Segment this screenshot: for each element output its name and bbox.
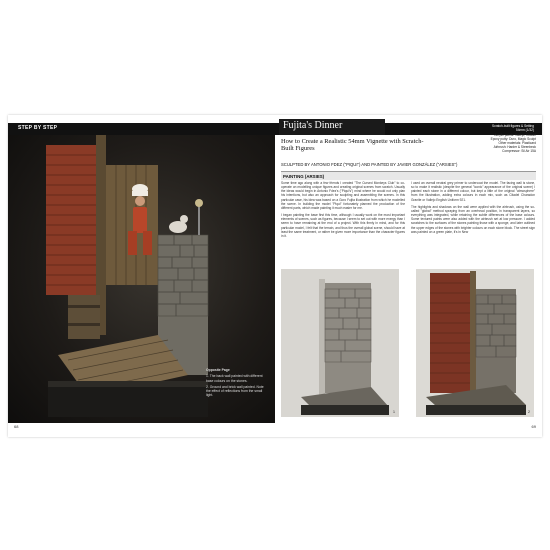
spec-line: Epoxy putty: Duro, Magic Sculpt: [490, 137, 536, 141]
step-photo-1: [281, 269, 399, 417]
text-column-1: [281, 181, 405, 241]
left-page: [8, 115, 275, 437]
paragraph: The highlights and shadows on the wall were applied with the airbrush, using the so-called "global" method spraying from an overhead position, in transparent layers, so everything was integrated, while retaining the subtle differences of the base colours. Some textured paints were also added with the airbrush set at low pressure. I added scratches to the surfaces of the stones painting those with a sponge, and later outlined the upper edges of the stones with brighter colours on each stone block. The street sign was painted on a green plate, it's in New: [411, 204, 535, 234]
section-heading-bar: [281, 171, 536, 180]
right-page: [275, 115, 542, 437]
section-heading: PAINTING (ARSIES): [283, 173, 325, 179]
spec-line: Airbrush: Harder & Steenbeck: [493, 145, 536, 149]
photo-label: 2: [528, 410, 530, 414]
caption-heading: Opposite Page: [206, 368, 230, 372]
paragraph: Some time ago along with a few friends I created "The Cursed Monkeys Club" to co-operate on modelling unique figures and creating original scenes from scratch. Usually the ideas would begin in Antonio Fdez's ("Piqui's") mind where he would not only plan his intentions, but also an approach for sculpting and assembling the scenes. In this particular case, his idea was based on a Goro Fujita illustration from which he modelled the scene. In building the model "Piqui" fortunately planned the production of the different parts, which made painting it much easier for me.: [281, 181, 405, 210]
paragraph: I used an overall neutral grey primer to undercoat the model. The facing wall is stone, so to make it realistic (despite the general "iconic" appearance of the original scene) I painted each stone in a different colour, but kept a little of the original "atmosphere" from the illustration, adding extra colours in each mix, such as Citadel Charadon Granite or Vallejo English Uniform 921.: [411, 181, 535, 202]
series-text: Scratch-built figures & Setting 54mm (1/32): [492, 124, 534, 132]
spec-line: Compressor: Sil Air 15A: [502, 149, 536, 153]
spec-line: Other materials: Plasticard: [498, 141, 536, 145]
step-photo-1-image: [281, 269, 399, 417]
spec-line: Acrylic paints: Vallejo, Citadel: [494, 133, 536, 137]
spec-block: [441, 123, 536, 153]
text-column-2: [411, 181, 535, 237]
caption-item: 2. Ground and brick wall painted. Note the effect of reflections from the small light.: [206, 384, 264, 398]
series-label: [481, 123, 536, 133]
caption-item: 1. The back wall painted with different base colours on the stones.: [206, 374, 263, 383]
photo-label: 1: [393, 410, 395, 414]
step-photo-2-image: [416, 269, 534, 417]
paragraph: I began painting the base first this time, although I usually work on the most important elements of scenes, such as figures, because I seem to set out with more energy than I seem to have remaining at the end of a project. With this firmly in mind, and for this particular model, I felt that the terrain, and thus the overall global scene, should have at least the same treatment, or rather be given more importance than the character figures in it.: [281, 213, 405, 238]
magazine-spread: [8, 115, 542, 437]
step-photo-2: [416, 269, 534, 417]
article-title: Fujita's Dinner: [283, 120, 343, 131]
article-credits: SCULPTED BY ANTONIO FDEZ ("PIQUI") AND PAINTED BY JAVIER GONZÁLEZ ("ARSIES"): [281, 162, 458, 167]
section-header: STEP BY STEP: [18, 125, 58, 131]
photo-caption: [206, 368, 266, 398]
page-number: 68: [14, 424, 19, 429]
page-number: 69: [531, 424, 536, 429]
article-subtitle: How to Create a Realistic 54mm Vignette with Scratch-Built Figures: [281, 138, 424, 152]
